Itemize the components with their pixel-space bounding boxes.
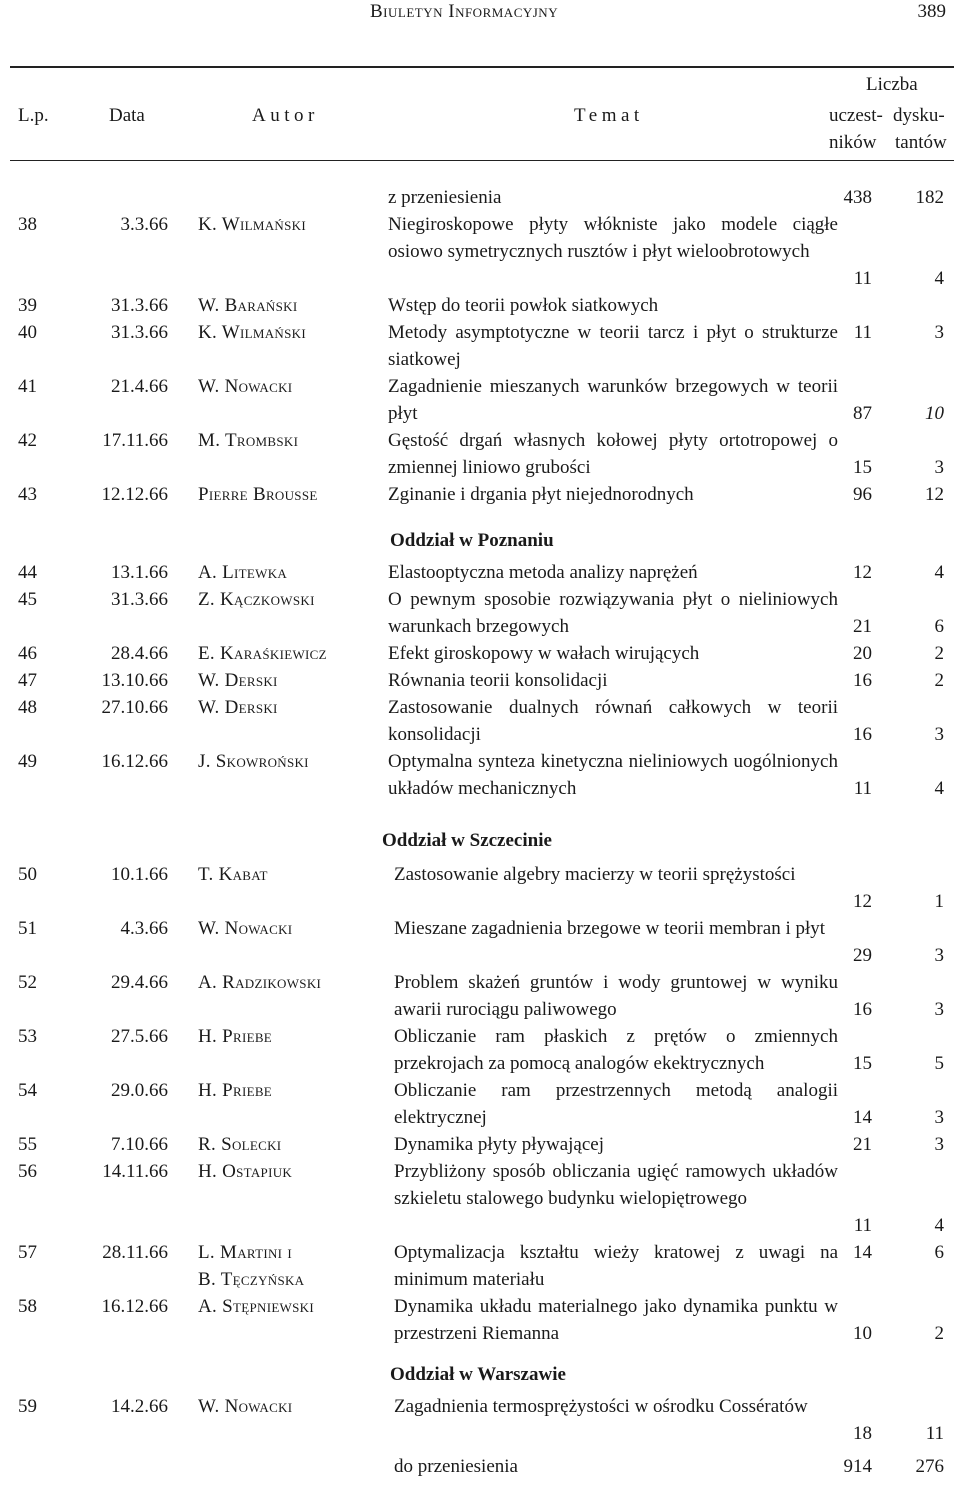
row-topic: Metody asymptotyczne w teorii tarcz i płyt o strukturze siatkowej (388, 322, 838, 370)
row-participants: 16 (853, 670, 872, 691)
row-number: 48 (18, 697, 37, 718)
row-topic: Optymalizacja kształtu wieży kratowej z uwagi na minimum materiału (394, 1242, 838, 1290)
row-discussants: 3 (934, 945, 944, 966)
row-author: J. Skowroński (198, 751, 309, 772)
row-discussants: 4 (934, 778, 944, 799)
row-topic: Przybliżony sposób obliczania ugięć ramowych układów szkieletu stalowego budynku wielopiętrowego (394, 1161, 838, 1209)
row-number: 57 (18, 1242, 37, 1263)
row-number: 45 (18, 589, 37, 610)
section-title-szczecin: Oddział w Szczecinie (382, 830, 552, 851)
row-author: H. Ostapiuk (198, 1161, 293, 1182)
row-number: 53 (18, 1026, 37, 1047)
row-topic: Dynamika płyty pływającej (394, 1134, 604, 1155)
row-discussants: 2 (934, 1323, 944, 1344)
column-header-discussants-1: dysku- (893, 105, 945, 126)
row-date: 29.0.66 (111, 1080, 168, 1101)
row-topic: Efekt giroskopowy w wałach wirujących (388, 643, 700, 664)
row-discussants: 4 (934, 1215, 944, 1236)
row-participants: 10 (853, 1323, 872, 1344)
row-date: 21.4.66 (111, 376, 168, 397)
table-row (0, 481, 960, 508)
row-participants: 11 (853, 268, 872, 289)
table-row (0, 1023, 960, 1077)
row-number: 44 (18, 562, 37, 583)
column-header-lp: L.p. (18, 105, 49, 126)
carry-over-discussants: 276 (915, 1456, 944, 1477)
row-number: 42 (18, 430, 37, 451)
row-discussants: 3 (934, 1107, 944, 1128)
row-author: L. Martini i (198, 1242, 292, 1263)
row-discussants: 3 (934, 322, 944, 343)
row-participants: 20 (853, 643, 872, 664)
row-author: R. Solecki (198, 1134, 282, 1155)
row-author: K. Wilmański (198, 322, 306, 343)
row-participants: 15 (853, 457, 872, 478)
row-date: 14.2.66 (111, 1396, 168, 1417)
row-topic: Niegiroskopowe płyty włókniste jako modele ciągłe osiowo symetrycznych rusztów i płyt wieloobrotowych (388, 214, 838, 262)
row-discussants: 6 (934, 1242, 944, 1263)
row-number: 39 (18, 295, 37, 316)
row-number: 52 (18, 972, 37, 993)
table-row (0, 861, 960, 915)
row-date: 13.1.66 (111, 562, 168, 583)
row-participants: 11 (853, 1215, 872, 1236)
row-author: A. Stępniewski (198, 1296, 314, 1317)
row-participants: 87 (853, 403, 872, 424)
row-discussants: 3 (934, 457, 944, 478)
table-row (0, 427, 960, 481)
row-author: W. Barański (198, 295, 298, 316)
row-participants: 16 (853, 999, 872, 1020)
row-author: H. Priebe (198, 1026, 273, 1047)
row-participants: 14 (853, 1242, 872, 1263)
row-topic: Elastooptyczna metoda analizy naprężeń (388, 562, 698, 583)
table-row (0, 211, 960, 292)
row-participants: 11 (853, 778, 872, 799)
carry-forward-discussants: 182 (915, 187, 944, 208)
row-date: 4.3.66 (120, 918, 168, 939)
carry-over-label: do przeniesienia (394, 1456, 518, 1477)
row-number: 58 (18, 1296, 37, 1317)
row-date: 16.12.66 (101, 751, 168, 772)
row-author: E. Karaśkiewicz (198, 643, 327, 664)
row-participants: 96 (853, 484, 872, 505)
row-number: 41 (18, 376, 37, 397)
row-author: W. Nowacki (198, 1396, 293, 1417)
table-row (0, 694, 960, 748)
row-author: Z. Kączkowski (198, 589, 315, 610)
row-date: 7.10.66 (111, 1134, 168, 1155)
row-discussants: 5 (934, 1053, 944, 1074)
row-topic: Wstęp do teorii powłok siatkowych (388, 295, 659, 316)
carry-forward-participants: 438 (843, 187, 872, 208)
table-row (0, 748, 960, 802)
row-topic: Zginanie i drgania płyt niejednorodnych (388, 484, 694, 505)
column-header-author: Autor (252, 105, 319, 126)
row-number: 47 (18, 670, 37, 691)
row-date: 27.10.66 (101, 697, 168, 718)
row-topic: Zastosowanie algebry macierzy w teorii sprężystości (394, 864, 796, 885)
table-row (0, 969, 960, 1023)
row-number: 54 (18, 1080, 37, 1101)
row-author: W. Derski (198, 670, 278, 691)
row-number: 40 (18, 322, 37, 343)
table-row (0, 559, 960, 586)
column-header-topic: Temat (574, 105, 644, 126)
row-discussants: 10 (925, 403, 944, 424)
row-author: H. Priebe (198, 1080, 273, 1101)
row-participants: 12 (853, 891, 872, 912)
row-author: K. Wilmański (198, 214, 306, 235)
column-header-date: Data (109, 105, 145, 126)
row-number: 38 (18, 214, 37, 235)
carry-over-row (0, 1453, 960, 1480)
table-row (0, 1393, 960, 1447)
row-date: 16.12.66 (101, 1296, 168, 1317)
row-date: 31.3.66 (111, 589, 168, 610)
column-header-participants-2: ników (829, 132, 877, 153)
table-row (0, 373, 960, 427)
row-topic: Zastosowanie dualnych równań całkowych w teorii konsolidacji (388, 697, 838, 745)
table-row (0, 1239, 960, 1293)
table-row (0, 1158, 960, 1239)
row-topic: Zagadnienie mieszanych warunków brzegowych w teorii płyt (388, 376, 838, 424)
row-topic: Równania teorii konsolidacji (388, 670, 608, 691)
row-date: 27.5.66 (111, 1026, 168, 1047)
table-row (0, 586, 960, 640)
row-author-second: B. Tęczyńska (198, 1269, 305, 1290)
row-discussants: 4 (934, 562, 944, 583)
section-title-warszawa: Oddział w Warszawie (390, 1364, 566, 1385)
row-participants: 29 (853, 945, 872, 966)
table-row (0, 1293, 960, 1347)
row-date: 3.3.66 (120, 214, 168, 235)
row-topic: Optymalna synteza kinetyczna nieliniowych uogólnionych układów mechanicznych (388, 751, 838, 799)
row-participants: 21 (853, 1134, 872, 1155)
row-author: Pierre Brousse (198, 484, 318, 505)
table-row (0, 640, 960, 667)
column-header-participants-1: uczest- (829, 105, 883, 126)
row-topic: Obliczanie ram przestrzennych metodą analogii elektrycznej (394, 1080, 838, 1128)
row-topic: Problem skażeń gruntów i wody gruntowej w wyniku awarii rurociągu paliwowego (394, 972, 838, 1020)
row-author: T. Kabat (198, 864, 268, 885)
journal-title: Biuletyn Informacyjny (370, 1, 559, 22)
table-row (0, 915, 960, 969)
table-row (0, 667, 960, 694)
carry-forward-label: z przeniesienia (388, 187, 502, 208)
row-date: 31.3.66 (111, 295, 168, 316)
row-participants: 11 (853, 322, 872, 343)
table-row (0, 1077, 960, 1131)
row-discussants: 1 (934, 891, 944, 912)
row-date: 13.10.66 (101, 670, 168, 691)
row-date: 29.4.66 (111, 972, 168, 993)
section-title-poznan: Oddział w Poznaniu (390, 530, 554, 551)
carry-over-participants: 914 (843, 1456, 872, 1477)
row-discussants: 2 (934, 643, 944, 664)
row-number: 59 (18, 1396, 37, 1417)
row-topic: Gęstość drgań własnych kołowej płyty ortotropowej o zmiennej liniowo grubości (388, 430, 838, 478)
row-discussants: 3 (934, 1134, 944, 1155)
table-row (0, 292, 960, 319)
row-number: 46 (18, 643, 37, 664)
row-number: 51 (18, 918, 37, 939)
row-participants: 15 (853, 1053, 872, 1074)
column-header-count: Liczba (866, 74, 918, 95)
row-topic: Zagadnienia termosprężystości w ośrodku Cossératów (394, 1396, 808, 1417)
page-number: 389 (917, 1, 946, 22)
row-date: 28.11.66 (102, 1242, 168, 1263)
column-header-discussants-2: tantów (895, 132, 947, 153)
row-topic: Mieszane zagadnienia brzegowe w teorii membran i płyt (394, 918, 826, 939)
table-row (0, 319, 960, 373)
row-number: 56 (18, 1161, 37, 1182)
row-date: 14.11.66 (102, 1161, 168, 1182)
row-author: A. Litewka (198, 562, 288, 583)
row-number: 43 (18, 484, 37, 505)
row-author: W. Nowacki (198, 918, 293, 939)
row-discussants: 2 (934, 670, 944, 691)
row-author: A. Radzikowski (198, 972, 322, 993)
row-author: W. Nowacki (198, 376, 293, 397)
row-discussants: 6 (934, 616, 944, 637)
row-author: M. Trombski (198, 430, 299, 451)
row-number: 49 (18, 751, 37, 772)
row-participants: 16 (853, 724, 872, 745)
row-participants: 14 (853, 1107, 872, 1128)
row-number: 50 (18, 864, 37, 885)
row-participants: 21 (853, 616, 872, 637)
row-date: 10.1.66 (111, 864, 168, 885)
row-topic: Obliczanie ram płaskich z prętów o zmiennych przekrojach za pomocą analogów ekektrycznych (394, 1026, 838, 1074)
row-date: 31.3.66 (111, 322, 168, 343)
row-topic: O pewnym sposobie rozwiązywania płyt o nieliniowych warunkach brzegowych (388, 589, 838, 637)
row-topic: Dynamika układu materialnego jako dynamika punktu w przestrzeni Riemanna (394, 1296, 838, 1344)
row-author: W. Derski (198, 697, 278, 718)
row-discussants: 11 (925, 1423, 944, 1444)
row-discussants: 3 (934, 999, 944, 1020)
row-date: 12.12.66 (101, 484, 168, 505)
row-participants: 12 (853, 562, 872, 583)
table-row (0, 1131, 960, 1158)
row-discussants: 4 (934, 268, 944, 289)
row-number: 55 (18, 1134, 37, 1155)
row-participants: 18 (853, 1423, 872, 1444)
row-discussants: 12 (925, 484, 944, 505)
row-date: 28.4.66 (111, 643, 168, 664)
row-discussants: 3 (934, 724, 944, 745)
row-date: 17.11.66 (102, 430, 168, 451)
